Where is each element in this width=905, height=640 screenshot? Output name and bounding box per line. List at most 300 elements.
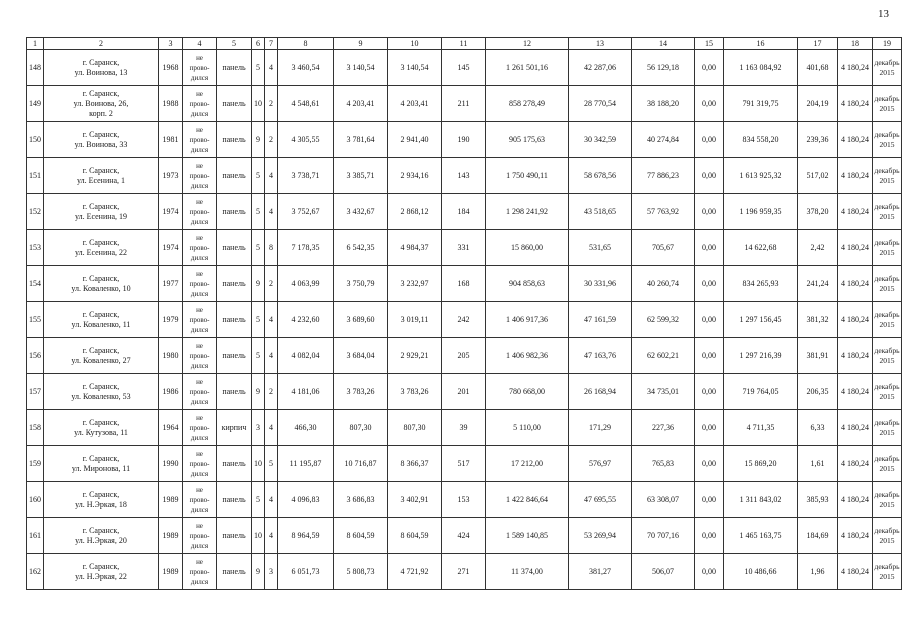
column-header: 11: [442, 38, 486, 50]
total-cost-cell: 904 858,63: [486, 266, 569, 302]
residents-cell: 517: [442, 446, 486, 482]
residents-cell: 201: [442, 374, 486, 410]
unit-cost-cell: 381,91: [798, 338, 838, 374]
cost-cell: 30 342,59: [569, 122, 632, 158]
table-row: [27, 122, 902, 158]
residential-area-cell: 2 934,16: [388, 158, 442, 194]
floors-cell: 9: [252, 266, 265, 302]
cost-cell: 40 260,74: [632, 266, 695, 302]
unit-cost-cell: 1,96: [798, 554, 838, 590]
table-row: [27, 554, 902, 590]
total-area-cell: 7 178,35: [278, 230, 334, 266]
max-cost-cell: 4 180,24: [838, 554, 873, 590]
unit-cost-cell: 381,32: [798, 302, 838, 338]
total-cost-cell: 17 212,00: [486, 446, 569, 482]
cost-cell: 47 695,55: [569, 482, 632, 518]
unit-cost-cell: 6,33: [798, 410, 838, 446]
cost-cell: 1 613 925,32: [724, 158, 798, 194]
total-cost-cell: 780 668,00: [486, 374, 569, 410]
column-header: 13: [569, 38, 632, 50]
wall-material-cell: панель: [217, 266, 252, 302]
completion-term-cell: декабрь 2015: [873, 338, 902, 374]
entrances-cell: 2: [265, 86, 278, 122]
entrances-cell: 2: [265, 374, 278, 410]
entrances-cell: 4: [265, 482, 278, 518]
residential-area-cell: 8 604,59: [388, 518, 442, 554]
year-built-cell: 1989: [159, 554, 183, 590]
cost-cell: 0,00: [695, 302, 724, 338]
cost-cell: 1 297 156,45: [724, 302, 798, 338]
total-cost-cell: 1 750 490,11: [486, 158, 569, 194]
cost-cell: 0,00: [695, 158, 724, 194]
year-built-cell: 1981: [159, 122, 183, 158]
renovation-cell: не прово- дился: [183, 446, 217, 482]
floors-cell: 3: [252, 410, 265, 446]
area-cell: 3 686,83: [334, 482, 388, 518]
max-cost-cell: 4 180,24: [838, 266, 873, 302]
table-row: [27, 374, 902, 410]
entrances-cell: 4: [265, 50, 278, 86]
wall-material-cell: кирпич: [217, 410, 252, 446]
cost-cell: 10 486,66: [724, 554, 798, 590]
entrances-cell: 4: [265, 194, 278, 230]
address-cell: г. Саранск, ул. Коваленко, 27: [44, 338, 159, 374]
cost-cell: 171,29: [569, 410, 632, 446]
year-built-cell: 1990: [159, 446, 183, 482]
wall-material-cell: панель: [217, 50, 252, 86]
wall-material-cell: панель: [217, 194, 252, 230]
cost-cell: 56 129,18: [632, 50, 695, 86]
entrances-cell: 3: [265, 554, 278, 590]
unit-cost-cell: 184,69: [798, 518, 838, 554]
row-number-cell: 151: [27, 158, 44, 194]
entrances-cell: 5: [265, 446, 278, 482]
residential-area-cell: 807,30: [388, 410, 442, 446]
table-row: [27, 194, 902, 230]
area-cell: 807,30: [334, 410, 388, 446]
row-number-cell: 159: [27, 446, 44, 482]
column-header: 5: [217, 38, 252, 50]
cost-cell: 14 622,68: [724, 230, 798, 266]
column-header: 16: [724, 38, 798, 50]
residential-area-cell: 3 232,97: [388, 266, 442, 302]
total-area-cell: 466,30: [278, 410, 334, 446]
area-cell: 3 689,60: [334, 302, 388, 338]
residents-cell: 143: [442, 158, 486, 194]
floors-cell: 5: [252, 194, 265, 230]
total-cost-cell: 1 406 917,36: [486, 302, 569, 338]
year-built-cell: 1974: [159, 230, 183, 266]
cost-cell: 63 308,07: [632, 482, 695, 518]
entrances-cell: 2: [265, 122, 278, 158]
residents-cell: 211: [442, 86, 486, 122]
residential-area-cell: 2 868,12: [388, 194, 442, 230]
completion-term-cell: декабрь 2015: [873, 482, 902, 518]
row-number-cell: 154: [27, 266, 44, 302]
address-cell: г. Саранск, ул. Есенина, 1: [44, 158, 159, 194]
unit-cost-cell: 401,68: [798, 50, 838, 86]
wall-material-cell: панель: [217, 230, 252, 266]
max-cost-cell: 4 180,24: [838, 482, 873, 518]
housing-registry-table: [26, 37, 902, 590]
year-built-cell: 1986: [159, 374, 183, 410]
completion-term-cell: декабрь 2015: [873, 266, 902, 302]
year-built-cell: 1989: [159, 518, 183, 554]
column-header: 12: [486, 38, 569, 50]
floors-cell: 5: [252, 50, 265, 86]
total-cost-cell: 1 406 982,36: [486, 338, 569, 374]
max-cost-cell: 4 180,24: [838, 158, 873, 194]
total-area-cell: 3 752,67: [278, 194, 334, 230]
address-cell: г. Саранск, ул. Н.Эркая, 18: [44, 482, 159, 518]
residents-cell: 184: [442, 194, 486, 230]
renovation-cell: не прово- дился: [183, 266, 217, 302]
unit-cost-cell: 239,36: [798, 122, 838, 158]
cost-cell: 47 161,59: [569, 302, 632, 338]
renovation-cell: не прово- дился: [183, 194, 217, 230]
cost-cell: 15 869,20: [724, 446, 798, 482]
renovation-cell: не прово- дился: [183, 86, 217, 122]
residents-cell: 39: [442, 410, 486, 446]
cost-cell: 26 168,94: [569, 374, 632, 410]
area-cell: 3 750,79: [334, 266, 388, 302]
table-row: [27, 446, 902, 482]
total-area-cell: 3 738,71: [278, 158, 334, 194]
unit-cost-cell: 2,42: [798, 230, 838, 266]
area-cell: 10 716,87: [334, 446, 388, 482]
floors-cell: 10: [252, 518, 265, 554]
cost-cell: 381,27: [569, 554, 632, 590]
floors-cell: 5: [252, 482, 265, 518]
completion-term-cell: декабрь 2015: [873, 302, 902, 338]
year-built-cell: 1964: [159, 410, 183, 446]
column-header: 1: [27, 38, 44, 50]
cost-cell: 0,00: [695, 194, 724, 230]
page-number: 13: [878, 8, 889, 20]
cost-cell: 34 735,01: [632, 374, 695, 410]
wall-material-cell: панель: [217, 158, 252, 194]
table-row: [27, 410, 902, 446]
completion-term-cell: декабрь 2015: [873, 122, 902, 158]
row-number-cell: 162: [27, 554, 44, 590]
cost-cell: 834 265,93: [724, 266, 798, 302]
entrances-cell: 4: [265, 410, 278, 446]
table-row: [27, 518, 902, 554]
address-cell: г. Саранск, ул. Н.Эркая, 22: [44, 554, 159, 590]
area-cell: 3 684,04: [334, 338, 388, 374]
max-cost-cell: 4 180,24: [838, 230, 873, 266]
row-number-cell: 161: [27, 518, 44, 554]
unit-cost-cell: 206,35: [798, 374, 838, 410]
total-cost-cell: 1 589 140,85: [486, 518, 569, 554]
cost-cell: 0,00: [695, 338, 724, 374]
total-area-cell: 4 232,60: [278, 302, 334, 338]
cost-cell: 43 518,65: [569, 194, 632, 230]
unit-cost-cell: 378,20: [798, 194, 838, 230]
residents-cell: 331: [442, 230, 486, 266]
renovation-cell: не прово- дился: [183, 230, 217, 266]
cost-cell: 705,67: [632, 230, 695, 266]
year-built-cell: 1973: [159, 158, 183, 194]
max-cost-cell: 4 180,24: [838, 338, 873, 374]
table-row: [27, 158, 902, 194]
wall-material-cell: панель: [217, 518, 252, 554]
table-row: [27, 302, 902, 338]
total-cost-cell: 858 278,49: [486, 86, 569, 122]
area-cell: 3 783,26: [334, 374, 388, 410]
residential-area-cell: 3 140,54: [388, 50, 442, 86]
address-cell: г. Саранск, ул. Коваленко, 10: [44, 266, 159, 302]
address-cell: г. Саранск, ул. Есенина, 22: [44, 230, 159, 266]
residential-area-cell: 2 929,21: [388, 338, 442, 374]
table-row: [27, 266, 902, 302]
address-cell: г. Саранск, ул. Воинова, 13: [44, 50, 159, 86]
completion-term-cell: декабрь 2015: [873, 230, 902, 266]
wall-material-cell: панель: [217, 482, 252, 518]
floors-cell: 5: [252, 230, 265, 266]
cost-cell: 791 319,75: [724, 86, 798, 122]
floors-cell: 10: [252, 86, 265, 122]
total-area-cell: 8 964,59: [278, 518, 334, 554]
total-cost-cell: 1 298 241,92: [486, 194, 569, 230]
address-cell: г. Саранск, ул. Коваленко, 53: [44, 374, 159, 410]
address-cell: г. Саранск, ул. Н.Эркая, 20: [44, 518, 159, 554]
entrances-cell: 4: [265, 158, 278, 194]
cost-cell: 42 287,06: [569, 50, 632, 86]
row-number-cell: 148: [27, 50, 44, 86]
cost-cell: 0,00: [695, 554, 724, 590]
row-number-cell: 157: [27, 374, 44, 410]
unit-cost-cell: 517,02: [798, 158, 838, 194]
completion-term-cell: декабрь 2015: [873, 410, 902, 446]
row-number-cell: 149: [27, 86, 44, 122]
cost-cell: 0,00: [695, 374, 724, 410]
table-row: [27, 338, 902, 374]
cost-cell: 62 599,32: [632, 302, 695, 338]
area-cell: 8 604,59: [334, 518, 388, 554]
completion-term-cell: декабрь 2015: [873, 374, 902, 410]
row-number-cell: 155: [27, 302, 44, 338]
table-body: [27, 50, 902, 590]
cost-cell: 765,83: [632, 446, 695, 482]
total-area-cell: 4 096,83: [278, 482, 334, 518]
year-built-cell: 1977: [159, 266, 183, 302]
column-header: 7: [265, 38, 278, 50]
renovation-cell: не прово- дился: [183, 482, 217, 518]
cost-cell: 0,00: [695, 86, 724, 122]
column-header: 9: [334, 38, 388, 50]
year-built-cell: 1979: [159, 302, 183, 338]
total-area-cell: 3 460,54: [278, 50, 334, 86]
total-area-cell: 4 181,06: [278, 374, 334, 410]
completion-term-cell: декабрь 2015: [873, 194, 902, 230]
total-cost-cell: 11 374,00: [486, 554, 569, 590]
cost-cell: 0,00: [695, 122, 724, 158]
total-area-cell: 4 548,61: [278, 86, 334, 122]
max-cost-cell: 4 180,24: [838, 302, 873, 338]
table-row: [27, 482, 902, 518]
cost-cell: 1 297 216,39: [724, 338, 798, 374]
max-cost-cell: 4 180,24: [838, 446, 873, 482]
residential-area-cell: 4 203,41: [388, 86, 442, 122]
entrances-cell: 4: [265, 338, 278, 374]
cost-cell: 576,97: [569, 446, 632, 482]
residents-cell: 271: [442, 554, 486, 590]
cost-cell: 0,00: [695, 518, 724, 554]
max-cost-cell: 4 180,24: [838, 86, 873, 122]
completion-term-cell: декабрь 2015: [873, 50, 902, 86]
cost-cell: 834 558,20: [724, 122, 798, 158]
wall-material-cell: панель: [217, 374, 252, 410]
residents-cell: 190: [442, 122, 486, 158]
total-cost-cell: 905 175,63: [486, 122, 569, 158]
completion-term-cell: декабрь 2015: [873, 158, 902, 194]
area-cell: 6 542,35: [334, 230, 388, 266]
year-built-cell: 1974: [159, 194, 183, 230]
entrances-cell: 4: [265, 518, 278, 554]
floors-cell: 5: [252, 302, 265, 338]
total-area-cell: 6 051,73: [278, 554, 334, 590]
row-number-cell: 150: [27, 122, 44, 158]
column-header: 10: [388, 38, 442, 50]
table-row: [27, 50, 902, 86]
residential-area-cell: 4 721,92: [388, 554, 442, 590]
residents-cell: 145: [442, 50, 486, 86]
cost-cell: 1 163 084,92: [724, 50, 798, 86]
total-area-cell: 4 305,55: [278, 122, 334, 158]
column-header: 15: [695, 38, 724, 50]
floors-cell: 5: [252, 158, 265, 194]
completion-term-cell: декабрь 2015: [873, 554, 902, 590]
address-cell: г. Саранск, ул. Есенина, 19: [44, 194, 159, 230]
residential-area-cell: 3 783,26: [388, 374, 442, 410]
cost-cell: 0,00: [695, 230, 724, 266]
residents-cell: 168: [442, 266, 486, 302]
area-cell: 3 385,71: [334, 158, 388, 194]
total-area-cell: 4 082,04: [278, 338, 334, 374]
max-cost-cell: 4 180,24: [838, 50, 873, 86]
row-number-cell: 152: [27, 194, 44, 230]
cost-cell: 47 163,76: [569, 338, 632, 374]
area-cell: 5 808,73: [334, 554, 388, 590]
unit-cost-cell: 385,93: [798, 482, 838, 518]
residential-area-cell: 4 984,37: [388, 230, 442, 266]
residents-cell: 205: [442, 338, 486, 374]
cost-cell: 38 188,20: [632, 86, 695, 122]
residential-area-cell: 2 941,40: [388, 122, 442, 158]
cost-cell: 70 707,16: [632, 518, 695, 554]
column-header: 4: [183, 38, 217, 50]
column-header: 6: [252, 38, 265, 50]
total-cost-cell: 5 110,00: [486, 410, 569, 446]
cost-cell: 0,00: [695, 50, 724, 86]
cost-cell: 1 465 163,75: [724, 518, 798, 554]
entrances-cell: 2: [265, 266, 278, 302]
floors-cell: 9: [252, 554, 265, 590]
entrances-cell: 4: [265, 302, 278, 338]
completion-term-cell: декабрь 2015: [873, 446, 902, 482]
floors-cell: 5: [252, 338, 265, 374]
wall-material-cell: панель: [217, 122, 252, 158]
entrances-cell: 8: [265, 230, 278, 266]
area-cell: 3 432,67: [334, 194, 388, 230]
year-built-cell: 1989: [159, 482, 183, 518]
cost-cell: 0,00: [695, 482, 724, 518]
cost-cell: 57 763,92: [632, 194, 695, 230]
unit-cost-cell: 241,24: [798, 266, 838, 302]
column-header: 18: [838, 38, 873, 50]
area-cell: 4 203,41: [334, 86, 388, 122]
column-header: 2: [44, 38, 159, 50]
completion-term-cell: декабрь 2015: [873, 518, 902, 554]
table-row: [27, 230, 902, 266]
year-built-cell: 1980: [159, 338, 183, 374]
renovation-cell: не прово- дился: [183, 50, 217, 86]
wall-material-cell: панель: [217, 302, 252, 338]
total-area-cell: 11 195,87: [278, 446, 334, 482]
column-header: 19: [873, 38, 902, 50]
column-header: 17: [798, 38, 838, 50]
column-header: 14: [632, 38, 695, 50]
completion-term-cell: декабрь 2015: [873, 86, 902, 122]
column-number-row: [27, 38, 902, 50]
cost-cell: 62 602,21: [632, 338, 695, 374]
wall-material-cell: панель: [217, 446, 252, 482]
floors-cell: 10: [252, 446, 265, 482]
cost-cell: 30 331,96: [569, 266, 632, 302]
floors-cell: 9: [252, 374, 265, 410]
row-number-cell: 158: [27, 410, 44, 446]
renovation-cell: не прово- дился: [183, 122, 217, 158]
residents-cell: 424: [442, 518, 486, 554]
wall-material-cell: панель: [217, 86, 252, 122]
max-cost-cell: 4 180,24: [838, 194, 873, 230]
cost-cell: 1 196 959,35: [724, 194, 798, 230]
cost-cell: 1 311 843,02: [724, 482, 798, 518]
cost-cell: 506,07: [632, 554, 695, 590]
address-cell: г. Саранск, ул. Миронова, 11: [44, 446, 159, 482]
max-cost-cell: 4 180,24: [838, 518, 873, 554]
unit-cost-cell: 204,19: [798, 86, 838, 122]
cost-cell: 77 886,23: [632, 158, 695, 194]
address-cell: г. Саранск, ул. Коваленко, 11: [44, 302, 159, 338]
wall-material-cell: панель: [217, 338, 252, 374]
total-area-cell: 4 063,99: [278, 266, 334, 302]
residents-cell: 242: [442, 302, 486, 338]
table-row: [27, 86, 902, 122]
cost-cell: 0,00: [695, 266, 724, 302]
row-number-cell: 156: [27, 338, 44, 374]
total-cost-cell: 1 261 501,16: [486, 50, 569, 86]
row-number-cell: 160: [27, 482, 44, 518]
cost-cell: 531,65: [569, 230, 632, 266]
address-cell: г. Саранск, ул. Воинова, 33: [44, 122, 159, 158]
unit-cost-cell: 1,61: [798, 446, 838, 482]
cost-cell: 0,00: [695, 410, 724, 446]
area-cell: 3 781,64: [334, 122, 388, 158]
renovation-cell: не прово- дился: [183, 410, 217, 446]
residential-area-cell: 3 402,91: [388, 482, 442, 518]
residents-cell: 153: [442, 482, 486, 518]
renovation-cell: не прово- дился: [183, 518, 217, 554]
renovation-cell: не прово- дился: [183, 338, 217, 374]
floors-cell: 9: [252, 122, 265, 158]
residential-area-cell: 8 366,37: [388, 446, 442, 482]
cost-cell: 719 764,05: [724, 374, 798, 410]
cost-cell: 53 269,94: [569, 518, 632, 554]
cost-cell: 0,00: [695, 446, 724, 482]
renovation-cell: не прово- дился: [183, 554, 217, 590]
